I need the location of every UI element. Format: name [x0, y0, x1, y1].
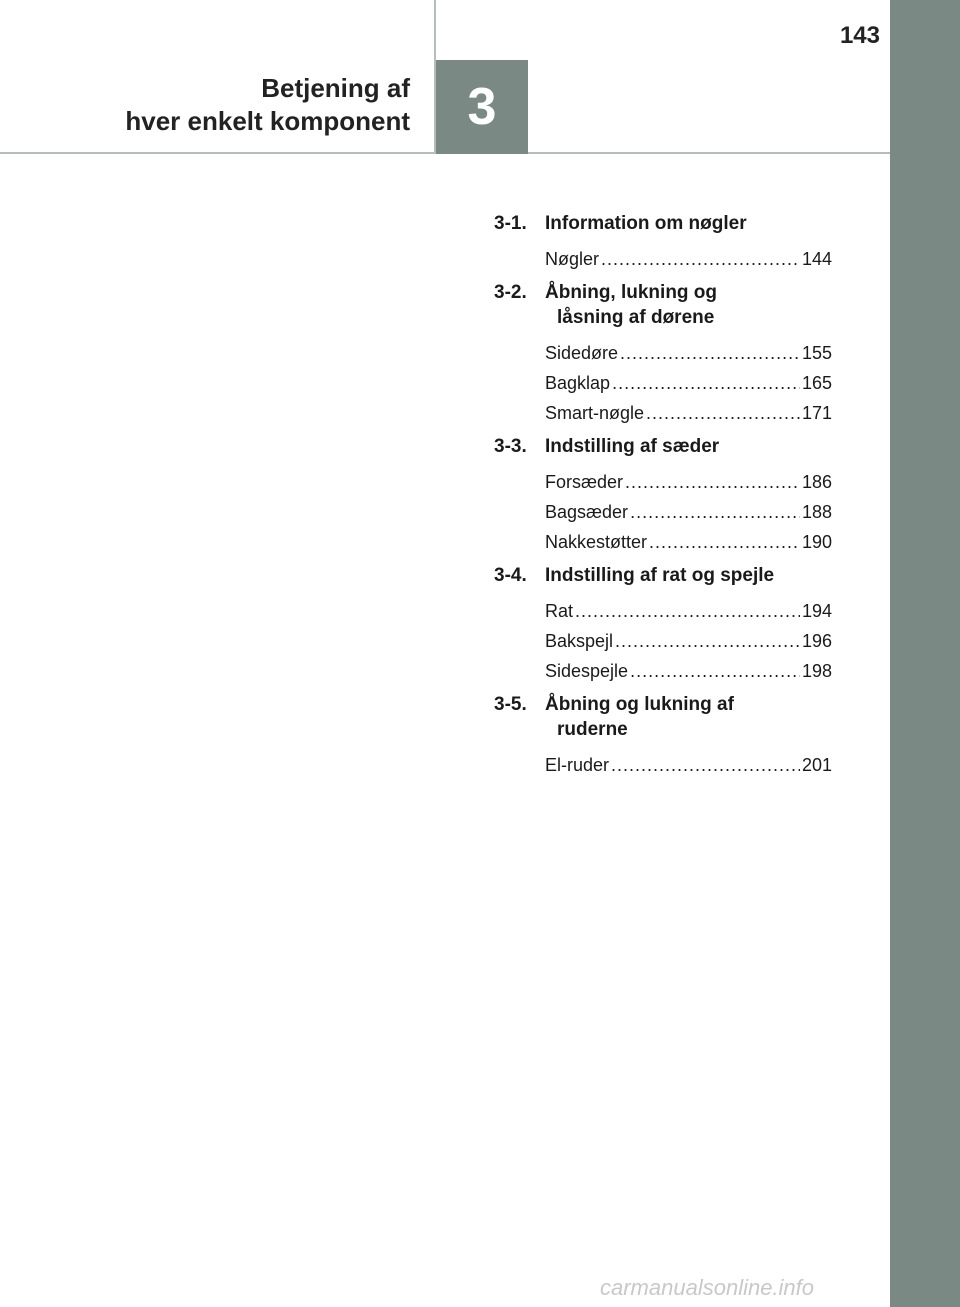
toc-leader-dots: [620, 338, 800, 368]
toc-section-number: 3-2.: [494, 282, 527, 303]
toc-section-heading: [494, 280, 832, 330]
toc-section-heading: [494, 211, 832, 236]
toc-leader-dots: [630, 656, 800, 686]
toc-section: [494, 434, 832, 557]
toc-entry[interactable]: [545, 398, 832, 428]
chapter-title-line2: hver enkelt komponent: [125, 106, 410, 136]
toc-entry-page: 186: [801, 472, 832, 492]
chapter-number-box: [436, 60, 528, 154]
toc-entry-label: Bagklap: [545, 373, 611, 393]
toc-entry-label: Forsæder: [545, 472, 624, 492]
toc-leader-dots: [649, 527, 800, 557]
toc-section: [494, 280, 832, 428]
toc-entry-label: Bakspejl: [545, 631, 614, 651]
toc-section-title: Åbning og lukning af: [545, 694, 734, 715]
toc-leader-dots: [611, 750, 800, 780]
toc-entry-page: 198: [801, 661, 832, 681]
toc-entry-page: 171: [801, 403, 832, 423]
toc-entry-label: Bagsæder: [545, 502, 629, 522]
toc-leader-dots: [646, 398, 800, 428]
chapter-title: [125, 72, 410, 138]
toc-leader-dots: [625, 467, 800, 497]
toc-entry[interactable]: [545, 467, 832, 497]
toc-section-title: Indstilling af sæder: [545, 436, 720, 457]
toc-section-title: Åbning, lukning og: [545, 282, 718, 303]
toc-entry[interactable]: [545, 527, 832, 557]
toc-leader-dots: [630, 497, 800, 527]
toc-entry[interactable]: [545, 244, 832, 274]
toc-section-title-continued: ruderne: [557, 719, 628, 740]
toc-section-heading: [494, 434, 832, 459]
toc-entry-label: Sidespejle: [545, 661, 629, 681]
toc-entry-page: 196: [801, 631, 832, 651]
toc-leader-dots: [601, 244, 800, 274]
toc-section-number: 3-1.: [494, 213, 527, 234]
toc-entry[interactable]: [545, 596, 832, 626]
toc-entry[interactable]: [545, 750, 832, 780]
toc-entry-label: El-ruder: [545, 755, 610, 775]
toc-entry[interactable]: [545, 338, 832, 368]
toc-leader-dots: [575, 596, 800, 626]
toc-section: [494, 211, 832, 274]
toc-entry-page: 144: [801, 249, 832, 269]
toc-section-title: Information om nøgler: [545, 213, 747, 234]
toc-entry-label: Sidedøre: [545, 343, 619, 363]
page-number: 143: [839, 22, 880, 49]
toc-section-number: 3-5.: [494, 694, 527, 715]
toc-entry[interactable]: [545, 497, 832, 527]
toc-entry-label: Nakkestøtter: [545, 532, 648, 552]
watermark: carmanualsonline.info: [600, 1275, 815, 1300]
toc-section: [494, 692, 832, 780]
toc-leader-dots: [612, 368, 800, 398]
toc-section-heading: [494, 692, 832, 742]
chapter-title-line1: Betjening af: [261, 73, 410, 103]
chapter-number: 3: [467, 78, 497, 136]
toc-entry-label: Nøgler: [545, 249, 600, 269]
toc-entry-label: Rat: [545, 601, 574, 621]
table-of-contents: [494, 211, 832, 786]
toc-entry[interactable]: [545, 626, 832, 656]
toc-entry-page: 190: [801, 532, 832, 552]
toc-entry[interactable]: [545, 656, 832, 686]
toc-entry-page: 155: [801, 343, 832, 363]
toc-section-number: 3-4.: [494, 565, 527, 586]
toc-leader-dots: [615, 626, 800, 656]
toc-section-title: Indstilling af rat og spejle: [545, 565, 775, 586]
toc-section-heading: [494, 563, 832, 588]
toc-section-number: 3-3.: [494, 436, 527, 457]
toc-section: [494, 563, 832, 686]
toc-entry-page: 194: [801, 601, 832, 621]
toc-entry-page: 165: [801, 373, 832, 393]
toc-entry-page: 201: [801, 755, 832, 775]
toc-entry[interactable]: [545, 368, 832, 398]
toc-entry-label: Smart-nøgle: [545, 403, 645, 423]
toc-entry-page: 188: [801, 502, 832, 522]
chapter-side-bar: [890, 0, 960, 1307]
toc-section-title-continued: låsning af dørene: [557, 307, 715, 328]
